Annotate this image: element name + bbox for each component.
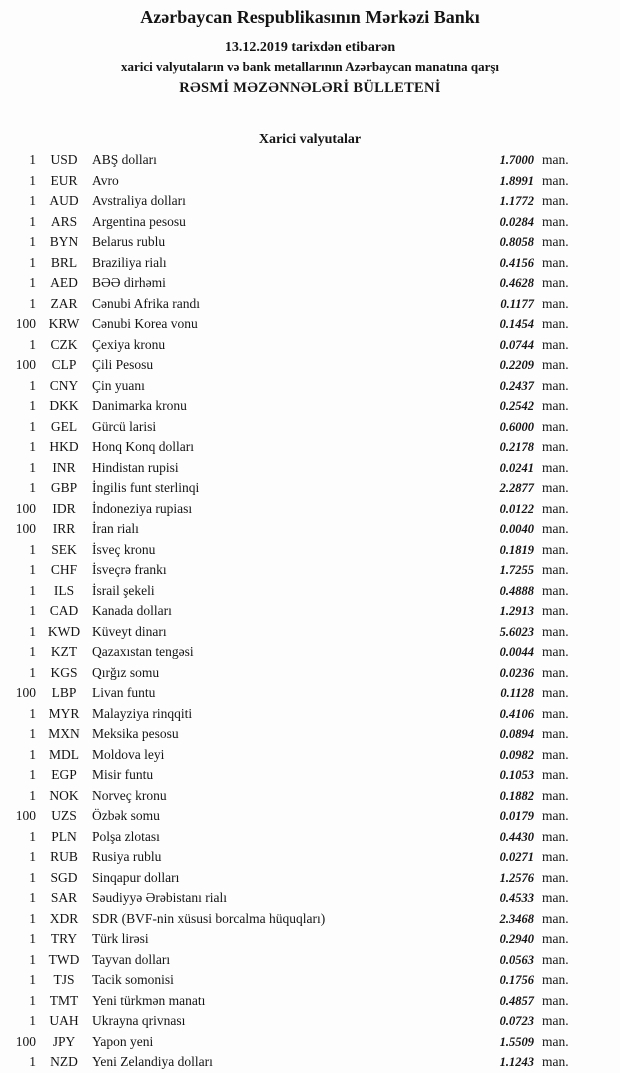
bank-name: Azərbaycan Respublikasının Mərkəzi Bankı [140,7,480,27]
unit-label: man. [542,336,569,352]
rate-value: 0.0044 [499,645,534,659]
currency-code: JPY [52,1033,76,1049]
currency-name: Tacik somonisi [92,972,174,987]
currency-quantity: 1 [29,152,36,167]
unit-label: man. [542,377,569,393]
currency-code: GBP [50,480,78,495]
currency-quantity: 1 [29,234,36,249]
currency-name: Ukrayna qrivnası [92,1013,186,1028]
rate-value: 0.1756 [499,973,534,987]
currency-quantity: 1 [29,644,36,659]
bulletin-subtitle: xarici valyutaların və bank metallarının Azərbaycan manatına qarşı [120,59,500,74]
currency-quantity: 100 [15,500,36,516]
currency-code: CLP [51,357,77,372]
unit-label: man. [542,787,569,803]
rate-value: 0.0563 [499,952,534,967]
unit-label: man. [542,500,569,516]
rate-row [0,314,620,335]
rate-row [0,355,620,376]
currency-quantity: 1 [29,275,36,290]
currency-quantity: 1 [29,582,36,598]
currency-code: MYR [48,705,80,721]
currency-quantity: 1 [29,705,36,721]
currency-quantity: 100 [15,1033,36,1049]
currency-quantity: 1 [29,869,36,885]
currency-code: CNY [49,377,79,393]
unit-label: man. [542,890,569,905]
currency-name: Tayvan dolları [92,951,171,967]
rate-row [0,478,620,499]
unit-label: man. [542,726,569,741]
unit-label: man. [542,1013,569,1028]
rate-value: 5.6023 [499,624,534,639]
currency-quantity: 1 [29,398,36,413]
rates-table [0,150,620,1073]
rate-value: 2.2877 [499,481,534,495]
currency-name: Özbək somu [92,808,160,823]
currency-quantity: 1 [29,480,36,495]
currency-code: KGS [50,664,78,680]
currency-name: Cənubi Korea vonu [92,316,198,331]
rate-value: 0.0982 [499,747,534,762]
rate-value: 0.1053 [499,768,534,782]
currency-quantity: 1 [29,254,36,270]
currency-name: Çili Pesosu [92,357,154,372]
effective-date: 13.12.2019 tarixdən etibarən [224,40,396,55]
unit-label: man. [542,541,569,557]
unit-label: man. [542,480,569,495]
currency-name: ABŞ dolları [92,152,157,167]
currency-quantity: 1 [29,541,36,557]
currency-code: IRR [52,521,76,536]
unit-label: man. [542,459,569,475]
unit-label: man. [542,644,569,659]
rate-row [0,663,620,684]
rate-value: 0.4628 [499,276,534,290]
rate-row [0,888,620,909]
currency-name: Cənubi Afrika randı [92,295,200,311]
unit-label: man. [542,808,569,823]
unit-label: man. [542,254,569,270]
currency-name: İsveçrə frankı [92,562,167,577]
rate-row [0,786,620,807]
currency-code: LBP [51,685,77,700]
rate-value: 0.0241 [499,460,534,475]
unit-label: man. [542,603,569,618]
unit-label: man. [542,828,569,844]
rate-value: 0.1177 [500,296,534,311]
rate-row [0,191,620,212]
currency-code: IDR [52,500,76,516]
rate-row [0,724,620,745]
currency-quantity: 1 [29,562,36,577]
currency-name: Qazaxıstan tengəsi [92,644,194,659]
rate-value: 0.2178 [499,440,534,454]
currency-code: MXN [48,726,80,741]
rate-value: 0.0179 [499,809,534,823]
currency-code: CZK [50,336,78,352]
unit-label: man. [542,910,569,926]
bulletin-title: RƏSMİ MƏZƏNNƏLƏRİ BÜLLETENİ [179,80,441,96]
rate-value: 0.4857 [499,993,534,1008]
rate-row [0,847,620,868]
unit-label: man. [542,193,569,208]
currency-code: AUD [49,193,79,208]
unit-label: man. [542,439,569,454]
currency-quantity: 100 [15,357,36,372]
currency-code: MDL [49,746,79,762]
currency-code: ILS [53,582,75,598]
rate-row [0,273,620,294]
rate-row [0,704,620,725]
rate-row [0,171,620,192]
currency-quantity: 1 [29,603,36,618]
currency-code: GEL [50,418,78,434]
currency-name: Danimarka kronu [92,398,187,413]
rate-row [0,642,620,663]
currency-name: Moldova leyi [92,746,165,762]
rate-value: 0.0271 [499,850,534,864]
currency-code: KRW [48,316,80,331]
rate-row [0,765,620,786]
currency-quantity: 100 [15,685,36,700]
unit-label: man. [542,152,569,167]
currency-code: SGD [50,869,78,885]
currency-code: XDR [49,910,79,926]
currency-name: Kanada dolları [92,603,172,618]
currency-code: KZT [50,644,78,659]
currency-name: Polşa zlotası [92,828,160,844]
currency-code: DKK [49,398,79,413]
rate-row [0,868,620,889]
currency-code: NOK [49,787,79,803]
currency-code: HKD [49,439,79,454]
rate-row [0,499,620,520]
rate-value: 1.1243 [499,1055,534,1069]
rate-value: 0.1882 [499,788,534,803]
currency-code: BYN [49,234,79,249]
currency-quantity: 1 [29,459,36,475]
rate-value: 1.2576 [499,870,534,885]
rate-row [0,150,620,171]
unit-label: man. [542,849,569,864]
currency-name: Çin yuanı [92,377,145,393]
unit-label: man. [542,562,569,577]
rate-row [0,212,620,233]
rate-value: 0.0122 [499,501,534,516]
rate-value: 0.0236 [499,665,534,680]
currency-code: UZS [51,808,77,823]
rate-row [0,437,620,458]
currency-code: CAD [49,603,79,618]
currency-quantity: 100 [15,316,36,331]
currency-name: Yeni Zelandiya dolları [92,1054,213,1069]
rate-row [0,519,620,540]
currency-name: Avro [92,172,119,188]
rate-value: 0.2542 [499,399,534,413]
rate-value: 0.4156 [499,255,534,270]
unit-label: man. [542,213,569,229]
rate-value: 1.5509 [499,1034,534,1049]
currency-quantity: 1 [29,726,36,741]
currency-name: Misir funtu [92,767,154,782]
currency-quantity: 1 [29,193,36,208]
currency-quantity: 1 [29,910,36,926]
rate-value: 0.1128 [500,686,534,700]
currency-quantity: 1 [29,172,36,188]
currency-quantity: 1 [29,1013,36,1028]
currency-name: Argentina pesosu [92,213,186,229]
currency-quantity: 1 [29,336,36,352]
currency-code: ZAR [50,295,78,311]
currency-quantity: 1 [29,931,36,946]
currency-name: Braziliya rialı [92,254,167,270]
currency-quantity: 1 [29,767,36,782]
currency-code: CHF [50,562,78,577]
currency-quantity: 1 [29,295,36,311]
unit-label: man. [542,1033,569,1049]
currency-name: Türk lirəsi [92,931,149,946]
currency-name: İsveç kronu [92,541,156,557]
rate-row [0,950,620,971]
currency-name: Gürcü larisi [92,418,157,434]
currency-code: TRY [50,931,78,946]
currency-quantity: 1 [29,746,36,762]
rate-value: 0.4888 [499,583,534,598]
currency-quantity: 1 [29,787,36,803]
rate-row [0,294,620,315]
unit-label: man. [542,1054,569,1069]
currency-name: BƏƏ dirhəmi [92,275,166,290]
rate-row [0,745,620,766]
unit-label: man. [542,992,569,1008]
section-title-foreign-currencies: Xarici valyutalar [258,132,362,147]
currency-code: INR [52,459,76,475]
unit-label: man. [542,705,569,721]
unit-label: man. [542,357,569,372]
rate-row [0,622,620,643]
unit-label: man. [542,582,569,598]
rate-row [0,1032,620,1053]
currency-name: İsrail şekeli [92,582,155,598]
rate-value: 0.0040 [499,522,534,536]
currency-quantity: 1 [29,439,36,454]
rate-value: 0.0744 [499,337,534,352]
rate-row [0,827,620,848]
currency-code: TJS [53,972,75,987]
currency-code: USD [50,152,78,167]
currency-name: Livan funtu [92,685,156,700]
currency-name: Norveç kronu [92,787,167,803]
rate-row [0,540,620,561]
currency-code: EGP [51,767,77,782]
currency-name: Çexiya kronu [92,336,166,352]
currency-name: Rusiya rublu [92,849,162,864]
unit-label: man. [542,398,569,413]
currency-name: Meksika pesosu [92,726,179,741]
currency-name: Hindistan rupisi [92,459,179,475]
unit-label: man. [542,931,569,946]
rate-value: 1.7255 [499,563,534,577]
currency-code: ARS [50,213,78,229]
rate-row [0,806,620,827]
rate-row [0,929,620,950]
currency-quantity: 100 [15,808,36,823]
unit-label: man. [542,746,569,762]
currency-name: Küveyt dinarı [92,623,167,639]
currency-code: SEK [51,541,77,557]
rate-row [0,417,620,438]
rate-row [0,683,620,704]
currency-name: Avstraliya dolları [92,193,186,208]
unit-label: man. [542,869,569,885]
unit-label: man. [542,664,569,680]
unit-label: man. [542,418,569,434]
rate-value: 0.0284 [499,214,534,229]
currency-quantity: 1 [29,418,36,434]
currency-quantity: 1 [29,828,36,844]
rate-value: 2.3468 [499,911,534,926]
currency-quantity: 100 [15,521,36,536]
rate-row [0,581,620,602]
rate-row [0,1011,620,1032]
currency-quantity: 1 [29,972,36,987]
rate-value: 0.1819 [499,542,534,557]
currency-code: UAH [49,1013,79,1028]
rate-value: 0.1454 [499,317,534,331]
currency-quantity: 1 [29,664,36,680]
unit-label: man. [542,316,569,331]
currency-name: Honq Konq dolları [92,439,194,454]
rate-row [0,232,620,253]
currency-name: İran rialı [92,521,139,536]
currency-code: PLN [51,828,77,844]
rate-row [0,909,620,930]
rate-value: 0.8058 [499,235,534,249]
currency-name: Yeni türkmən manatı [92,992,206,1008]
currency-code: RUB [50,849,78,864]
unit-label: man. [542,234,569,249]
unit-label: man. [542,972,569,987]
currency-quantity: 1 [29,377,36,393]
rate-value: 1.1772 [499,194,534,208]
rate-row [0,376,620,397]
currency-quantity: 1 [29,623,36,639]
currency-code: TMT [49,992,79,1008]
rate-value: 0.0894 [499,727,534,741]
unit-label: man. [542,623,569,639]
unit-label: man. [542,172,569,188]
rate-value: 0.4106 [499,706,534,721]
currency-name: SDR (BVF-nin xüsusi borcalma hüquqları) [92,910,326,926]
rate-row [0,1052,620,1073]
currency-quantity: 1 [29,890,36,905]
rate-row [0,335,620,356]
rate-value: 0.2437 [499,378,534,393]
rate-row [0,396,620,417]
currency-name: Sinqapur dolları [92,869,180,885]
currency-name: İngilis funt sterlinqi [92,480,200,495]
rate-value: 1.8991 [499,173,534,188]
unit-label: man. [542,275,569,290]
currency-code: AED [50,275,78,290]
currency-quantity: 1 [29,1054,36,1069]
rate-value: 0.4533 [499,891,534,905]
unit-label: man. [542,767,569,782]
rate-value: 1.7000 [499,153,534,167]
currency-name: Belarus rublu [92,234,166,249]
rate-row [0,253,620,274]
unit-label: man. [542,295,569,311]
rate-value: 1.2913 [499,604,534,618]
currency-code: NZD [50,1054,78,1069]
rate-row [0,601,620,622]
rate-value: 0.6000 [499,419,534,434]
currency-name: Malayziya rinqqiti [92,705,193,721]
currency-code: KWD [47,623,81,639]
currency-quantity: 1 [29,849,36,864]
currency-name: İndoneziya rupiası [92,500,193,516]
currency-name: Səudiyyə Ərəbistanı rialı [92,890,227,905]
currency-quantity: 1 [29,951,36,967]
rate-row [0,991,620,1012]
rate-value: 0.2940 [499,932,534,946]
rate-value: 0.2209 [499,358,534,372]
currency-name: Yapon yeni [92,1033,154,1049]
unit-label: man. [542,951,569,967]
rate-row [0,458,620,479]
currency-code: EUR [50,172,78,188]
currency-quantity: 1 [29,992,36,1008]
rate-row [0,970,620,991]
currency-code: TWD [48,951,80,967]
unit-label: man. [542,521,569,536]
currency-code: SAR [50,890,78,905]
currency-name: Qırğız somu [92,664,160,680]
unit-label: man. [542,685,569,700]
currency-code: BRL [50,254,78,270]
currency-quantity: 1 [29,213,36,229]
rate-value: 0.0723 [499,1014,534,1028]
rate-row [0,560,620,581]
rate-value: 0.4430 [499,829,534,844]
